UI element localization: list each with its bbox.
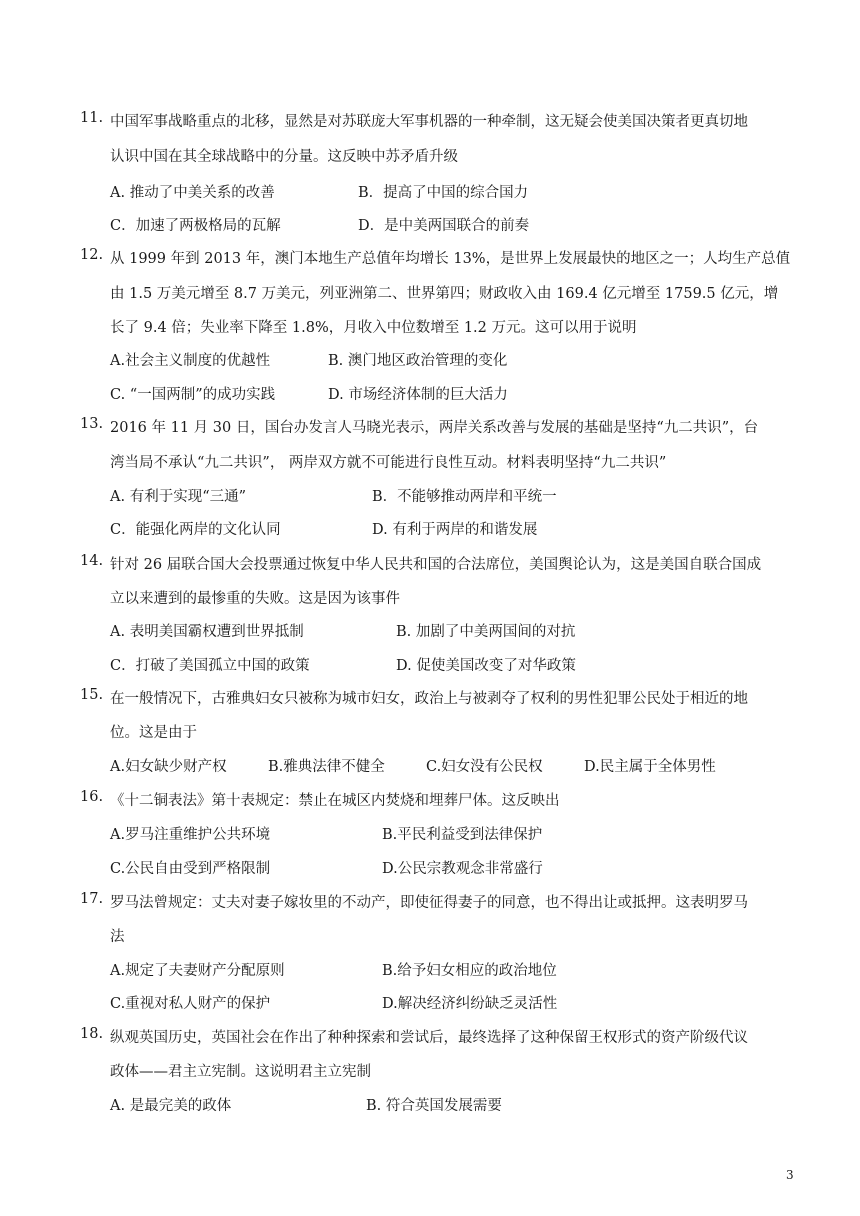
question-stem-line: 在一般情况下，古雅典妇女只被称为城市妇女，政治上与被剥夺了权利的男性犯罪公民处于相近的地 — [110, 691, 748, 707]
option-d: D. 有利于两岸的和谐发展 — [372, 522, 538, 538]
question-stem-line: 中国军事战略重点的北移，显然是对苏联庞大军事机器的一种牵制，这无疑会使美国决策者更真切地 — [110, 114, 748, 130]
option-c: C．能强化两岸的文化认同 — [110, 522, 281, 538]
option-b: B.平民利益受到法律保护 — [382, 827, 543, 843]
question-stem-line: 立以来遭到的最惨重的失败。这是因为该事件 — [110, 591, 400, 607]
question-stem-line: 从 1999 年到 2013 年，澳门本地生产总值年均增长 13%，是世界上发展最快的地区之一；人均生产总值 — [110, 251, 791, 267]
question-stem-line: 2016 年 11 月 30 日，国台办发言人马晓光表示，两岸关系改善与发展的基础是坚持“九二共识”，台 — [110, 420, 759, 436]
option-a: A.罗马注重维护公共环境 — [110, 827, 271, 843]
option-c: C．加速了两极格局的瓦解 — [110, 218, 281, 234]
question-stem-line: 长了 9.4 倍；失业率下降至 1.8%，月收入中位数增至 1.2 万元。这可以用于说明 — [110, 320, 637, 336]
question-number: 12. — [80, 247, 104, 263]
question-stem-line: 纵观英国历史，英国社会在作出了种种探索和尝试后，最终选择了这种保留王权形式的资产阶级代议 — [110, 1030, 748, 1046]
question-stem-line: 罗马法曾规定：丈夫对妻子嫁妆里的不动产，即使征得妻子的同意，也不得出让或抵押。这表明罗马 — [110, 895, 748, 911]
option-d: D．是中美两国联合的前奏 — [358, 218, 530, 234]
question-stem-line: 法 — [110, 929, 125, 945]
question-number: 14. — [80, 553, 104, 569]
question-number: 15. — [80, 687, 104, 703]
option-b: B.雅典法律不健全 — [268, 759, 385, 775]
question-stem-line: 湾当局不承认“九二共识”， 两岸双方就不可能进行良性互动。材料表明坚持“九二共识” — [110, 455, 667, 471]
option-b: B.给予妇女相应的政治地位 — [382, 963, 557, 979]
question-stem-line: 由 1.5 万美元增至 8.7 万美元，列亚洲第二、世界第四；财政收入由 169.4 亿元增至 1759.5 亿元，增 — [110, 286, 779, 302]
option-d: D.公民宗教观念非常盛行 — [382, 861, 543, 877]
option-d: D. 促使美国改变了对华政策 — [396, 658, 576, 674]
option-c: C.重视对私人财产的保护 — [110, 996, 271, 1012]
option-d: D.解决经济纠纷缺乏灵活性 — [382, 996, 558, 1012]
question-stem-line: 认识中国在其全球战略中的分量。这反映中苏矛盾升级 — [110, 149, 458, 165]
question-number: 18. — [80, 1026, 104, 1042]
option-b: B．不能够推动两岸和平统一 — [372, 489, 557, 505]
question-stem-line: 政体——君主立宪制。这说明君主立宪制 — [110, 1064, 371, 1080]
option-b: B. 加剧了中美两国间的对抗 — [396, 624, 576, 640]
option-a: A.规定了夫妻财产分配原则 — [110, 963, 285, 979]
question-stem-line: 《十二铜表法》第十表规定：禁止在城区内焚烧和埋葬尸体。这反映出 — [110, 793, 560, 809]
option-b: B. 澳门地区政治管理的变化 — [328, 353, 508, 369]
option-a: A.妇女缺少财产权 — [110, 759, 227, 775]
option-a: A.社会主义制度的优越性 — [110, 353, 271, 369]
option-a: A. 推动了中美关系的改善 — [110, 185, 275, 201]
page-number: 3 — [786, 1168, 794, 1182]
question-stem-line: 针对 26 届联合国大会投票通过恢复中华人民共和国的合法席位，美国舆论认为，这是美国自联合国成 — [110, 557, 762, 573]
option-c: C.公民自由受到严格限制 — [110, 861, 271, 877]
question-stem-line: 位。这是由于 — [110, 725, 197, 741]
option-c: C．打破了美国孤立中国的政策 — [110, 658, 310, 674]
option-a: A. 表明美国霸权遭到世界抵制 — [110, 624, 304, 640]
option-b: B. 符合英国发展需要 — [366, 1098, 502, 1114]
option-a: A. 是最完美的政体 — [110, 1098, 232, 1114]
question-number: 17. — [80, 891, 104, 907]
question-number: 11. — [80, 110, 104, 126]
option-c: C. “一国两制”的成功实践 — [110, 387, 276, 403]
question-number: 13. — [80, 416, 104, 432]
option-b: B．提高了中国的综合国力 — [358, 185, 529, 201]
option-d: D. 市场经济体制的巨大活力 — [328, 387, 508, 403]
question-number: 16. — [80, 789, 104, 805]
option-c: C.妇女没有公民权 — [426, 759, 543, 775]
option-a: A. 有利于实现“三通” — [110, 489, 247, 505]
option-d: D.民主属于全体男性 — [584, 759, 716, 775]
